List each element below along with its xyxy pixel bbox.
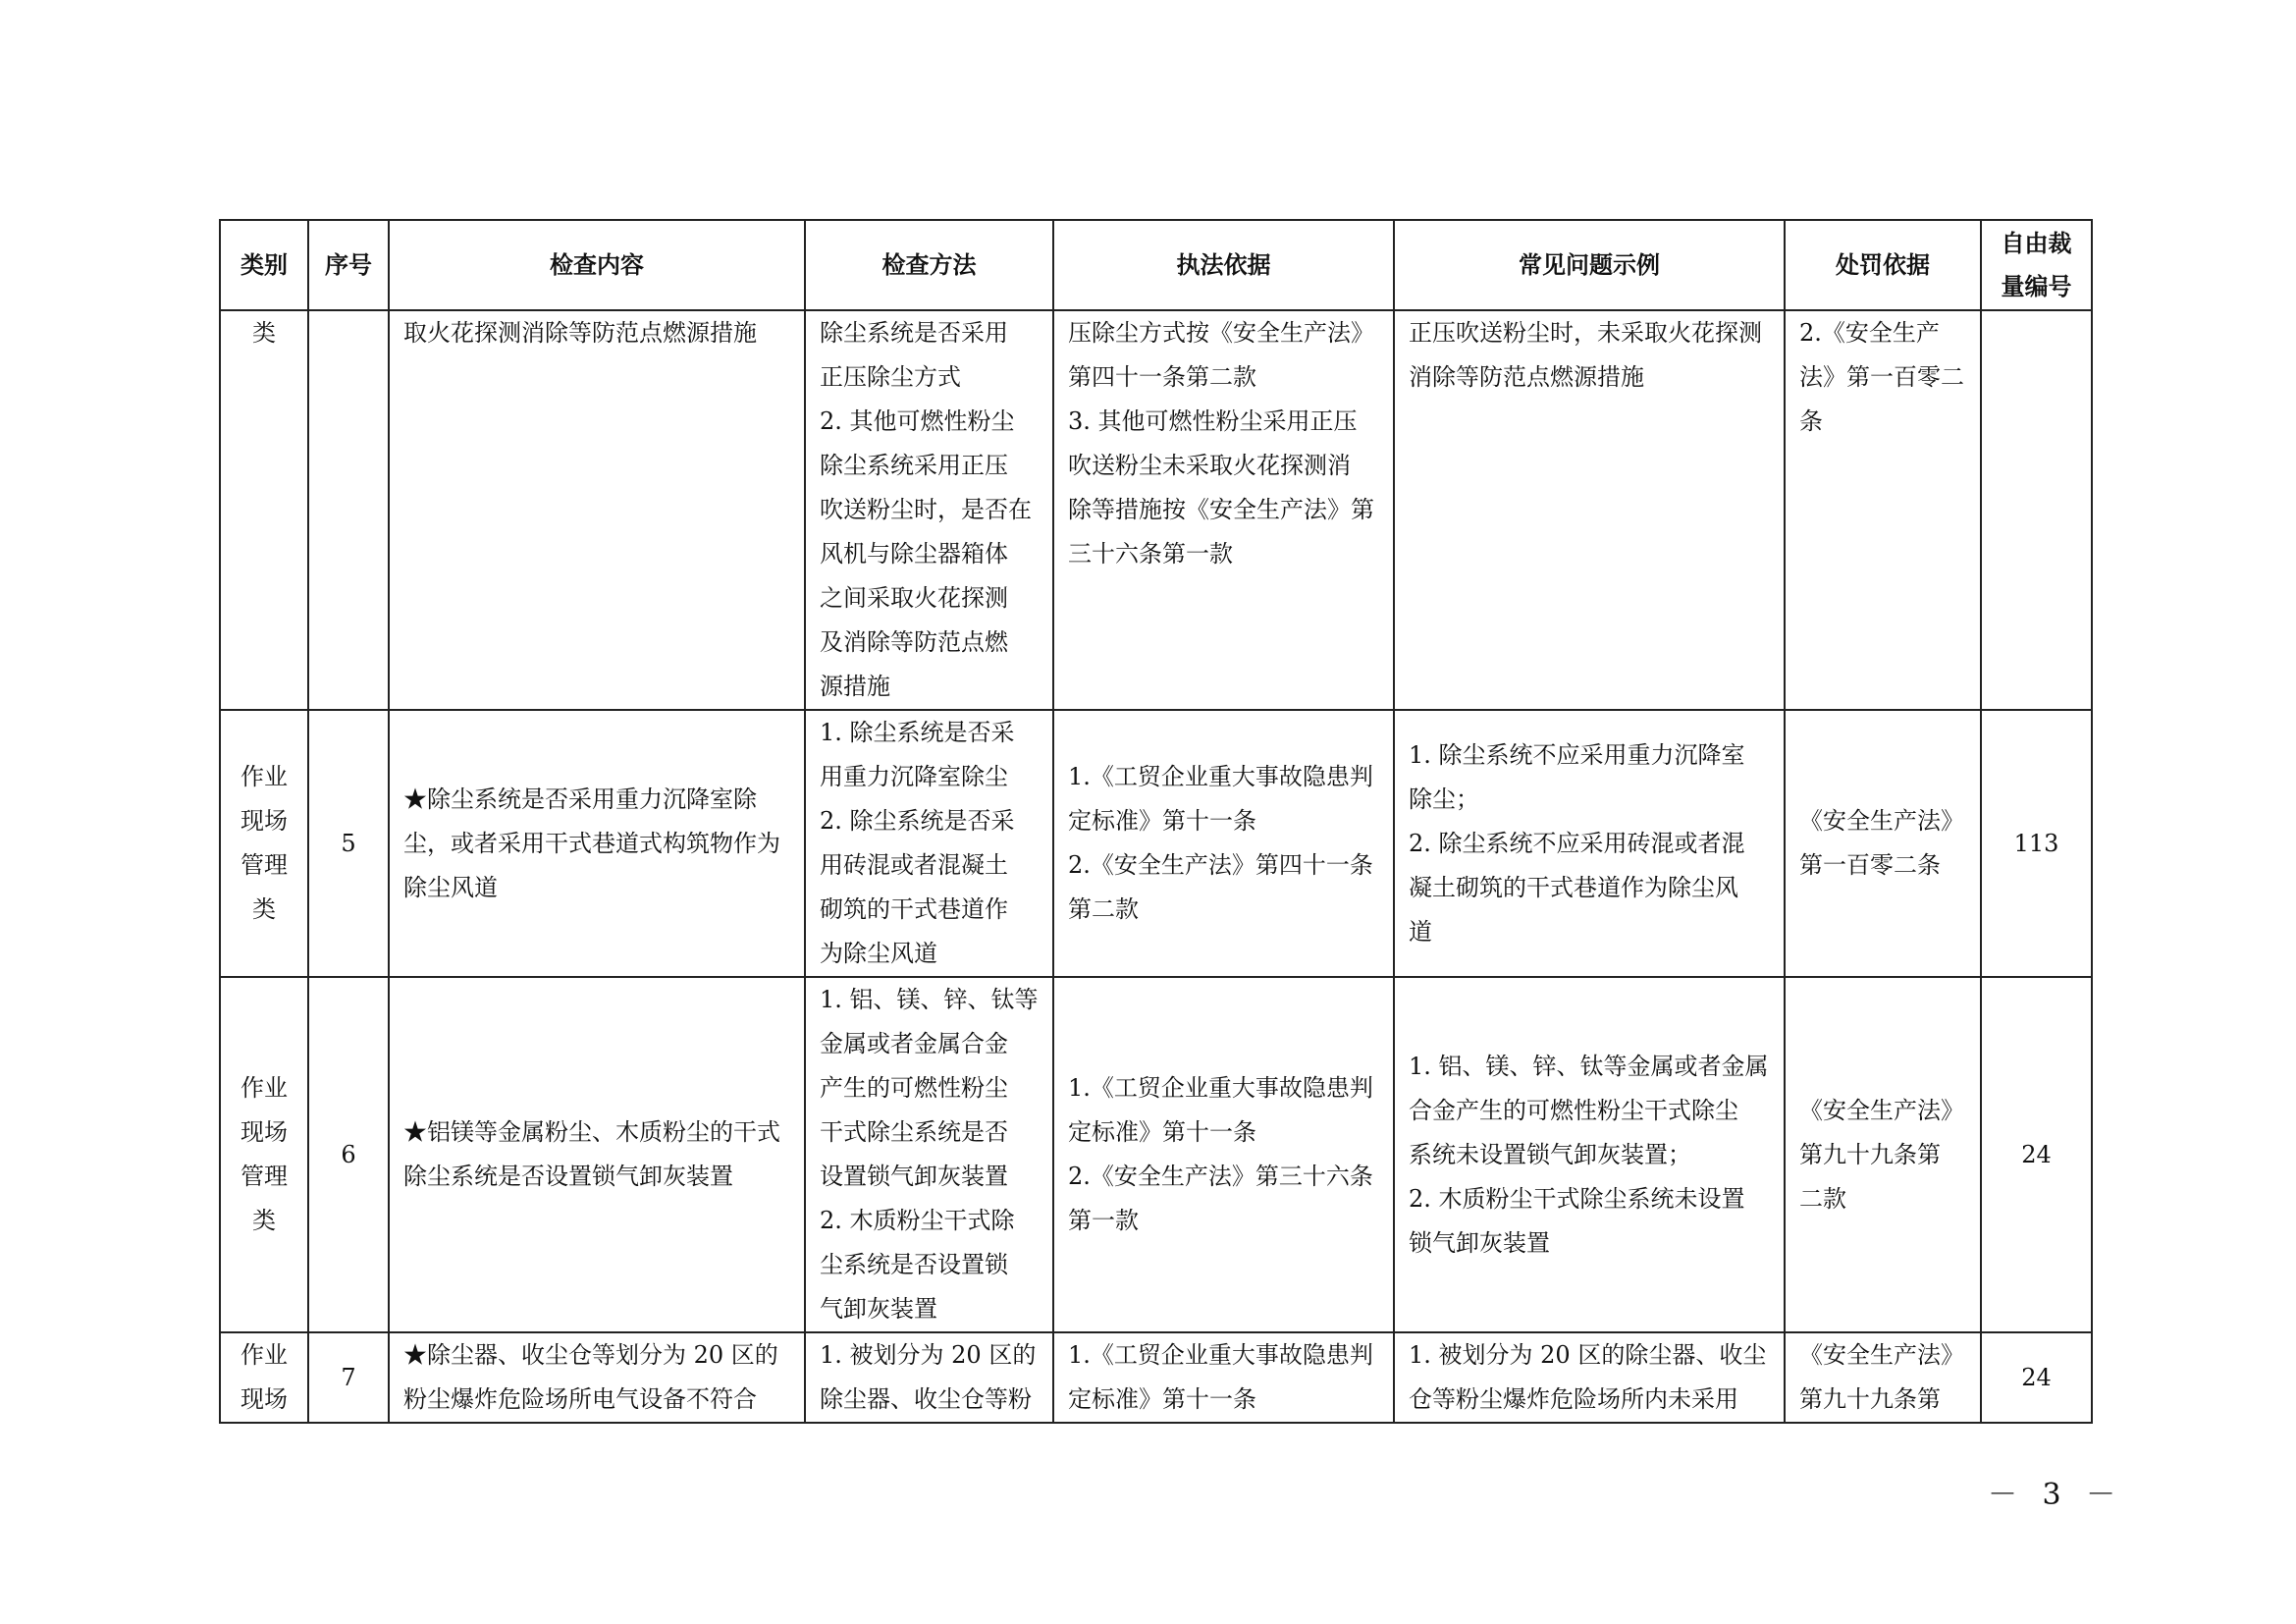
page-number: － 3 － bbox=[1988, 1478, 2124, 1512]
header-row bbox=[220, 220, 2092, 310]
cell-seq: 7 bbox=[308, 1332, 389, 1423]
cell-seq: 5 bbox=[308, 710, 389, 977]
cell-method: 1. 除尘系统是否采 用重力沉降室除尘 2. 除尘系统是否采 用砖混或者混凝土 砌筑的干式巷道作 为除尘风道 bbox=[805, 710, 1053, 977]
cell-penalty: 《安全生产法》 第九十九条第 bbox=[1785, 1332, 1981, 1423]
cell-method: 除尘系统是否采用 正压除尘方式 2. 其他可燃性粉尘 除尘系统采用正压 吹送粉尘时，是否在 风机与除尘器箱体 之间采取火花探测 及消除等防范点燃 源措施 bbox=[805, 310, 1053, 710]
cell-penalty: 《安全生产法》 第九十九条第 二款 bbox=[1785, 977, 1981, 1332]
cell-basis: 1.《工贸企业重大事故隐患判 定标准》第十一条 2.《安全生产法》第三十六条 第一款 bbox=[1053, 977, 1394, 1332]
cell-content: ★除尘系统是否采用重力沉降室除 尘，或者采用干式巷道式构筑物作为 除尘风道 bbox=[389, 710, 805, 977]
cell-penalty: 2.《安全生产 法》第一百零二 条 bbox=[1785, 310, 1981, 710]
cell-code: 24 bbox=[1981, 1332, 2092, 1423]
table-row bbox=[220, 310, 2092, 710]
table-row bbox=[220, 977, 2092, 1332]
cell-problems: 正压吹送粉尘时，未采取火花探测 消除等防范点燃源措施 bbox=[1394, 310, 1785, 710]
cell-code: 113 bbox=[1981, 710, 2092, 977]
cell-content: ★除尘器、收尘仓等划分为 20 区的 粉尘爆炸危险场所电气设备不符合 bbox=[389, 1332, 805, 1423]
cell-seq bbox=[308, 310, 389, 710]
cell-problems: 1. 铝、镁、锌、钛等金属或者金属 合金产生的可燃性粉尘干式除尘 系统未设置锁气卸灰装置； 2. 木质粉尘干式除尘系统未设置 锁气卸灰装置 bbox=[1394, 977, 1785, 1332]
cell-basis: 压除尘方式按《安全生产法》 第四十一条第二款 3. 其他可燃性粉尘采用正压 吹送粉尘未采取火花探测消 除等措施按《安全生产法》第 三十六条第一款 bbox=[1053, 310, 1394, 710]
header-category: 类别 bbox=[220, 220, 308, 310]
cell-penalty: 《安全生产法》 第一百零二条 bbox=[1785, 710, 1981, 977]
cell-category: 作业 现场 管理 类 bbox=[220, 977, 308, 1332]
cell-basis: 1.《工贸企业重大事故隐患判 定标准》第十一条 bbox=[1053, 1332, 1394, 1423]
inspection-table bbox=[219, 219, 2093, 1424]
cell-content: 取火花探测消除等防范点燃源措施 bbox=[389, 310, 805, 710]
header-penalty: 处罚依据 bbox=[1785, 220, 1981, 310]
cell-content: ★铝镁等金属粉尘、木质粉尘的干式 除尘系统是否设置锁气卸灰装置 bbox=[389, 977, 805, 1332]
cell-code bbox=[1981, 310, 2092, 710]
cell-category: 作业 现场 管理 类 bbox=[220, 710, 308, 977]
cell-seq: 6 bbox=[308, 977, 389, 1332]
cell-category: 类 bbox=[220, 310, 308, 710]
cell-method: 1. 铝、镁、锌、钛等 金属或者金属合金 产生的可燃性粉尘 干式除尘系统是否 设置锁气卸灰装置 2. 木质粉尘干式除 尘系统是否设置锁 气卸灰装置 bbox=[805, 977, 1053, 1332]
header-seq: 序号 bbox=[308, 220, 389, 310]
cell-method: 1. 被划分为 20 区的 除尘器、收尘仓等粉 bbox=[805, 1332, 1053, 1423]
cell-problems: 1. 除尘系统不应采用重力沉降室 除尘； 2. 除尘系统不应采用砖混或者混 凝土砌筑的干式巷道作为除尘风 道 bbox=[1394, 710, 1785, 977]
cell-code: 24 bbox=[1981, 977, 2092, 1332]
cell-category: 作业 现场 bbox=[220, 1332, 308, 1423]
header-content: 检查内容 bbox=[389, 220, 805, 310]
table-row bbox=[220, 710, 2092, 977]
cell-problems: 1. 被划分为 20 区的除尘器、收尘 仓等粉尘爆炸危险场所内未采用 bbox=[1394, 1332, 1785, 1423]
header-method: 检查方法 bbox=[805, 220, 1053, 310]
header-problems: 常见问题示例 bbox=[1394, 220, 1785, 310]
cell-basis: 1.《工贸企业重大事故隐患判 定标准》第十一条 2.《安全生产法》第四十一条 第二款 bbox=[1053, 710, 1394, 977]
header-basis: 执法依据 bbox=[1053, 220, 1394, 310]
header-code: 自由裁 量编号 bbox=[1981, 220, 2092, 310]
table-row bbox=[220, 1332, 2092, 1423]
